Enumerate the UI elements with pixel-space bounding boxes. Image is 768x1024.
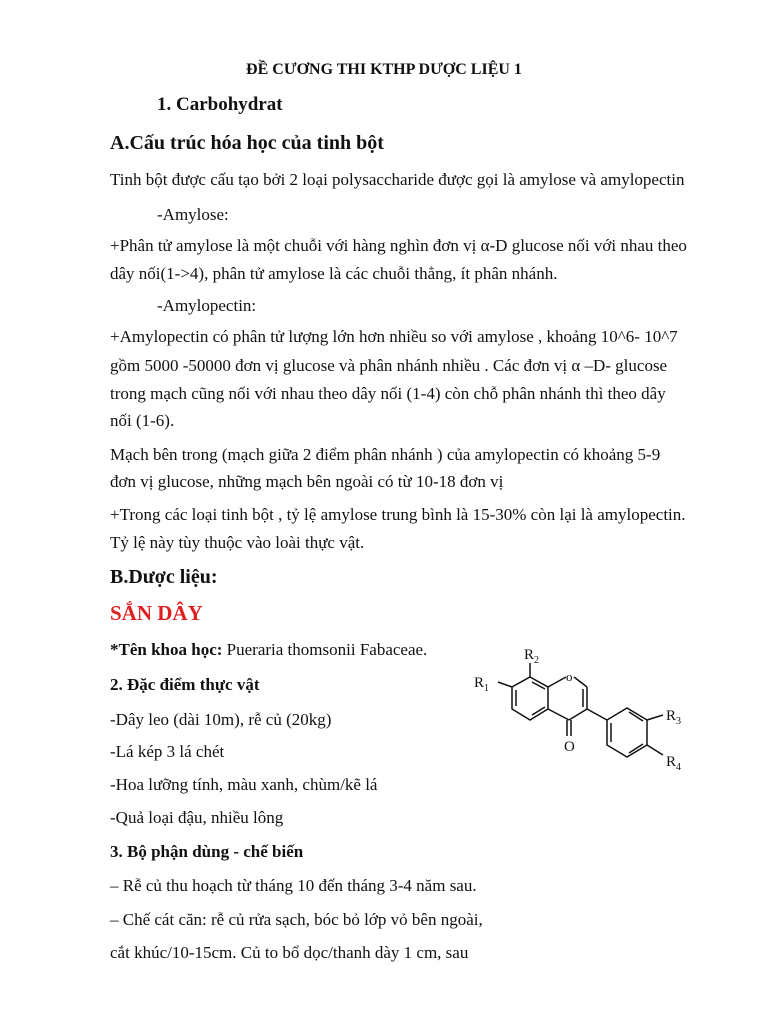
chain-line: Mạch bên trong (mạch giữa 2 điểm phân nhánh ) của amylopectin có khoảng 5-9 [110,445,661,464]
scientific-name-label: *Tên khoa học: [110,640,223,659]
r2-label: $R_2$ [524,647,540,666]
intro-paragraph: Tinh bột được cấu tạo bởi 2 loại polysaccharide được gọi là amylose và amylopectin [110,170,685,189]
amylose-line: dây nối(1->4), phân tử amylose là các chuỗi thẳng, ít phân nhánh. [110,264,558,283]
plant-item: -Lá kép 3 lá chét [110,742,225,761]
part-line: cắt khúc/10-15cm. Củ to bổ dọc/thanh dày 1 cm, sau [110,943,469,962]
amylopectin-line: nối (1-6). [110,411,175,430]
r3-label: $R_3$ [666,708,682,727]
carbonyl-oxygen-label: O [564,739,575,755]
amylose-line: +Phân tử amylose là một chuỗi với hàng nghìn đơn vị α-D glucose nối với nhau theo [110,236,687,255]
subsection-heading-b: B.Dược liệu: [110,566,218,588]
chain-line: đơn vị glucose, những mạch bên ngoài có từ 10-18 đơn vị [110,472,504,491]
ratio-line: Tỷ lệ này tùy thuộc vào loài thực vật. [110,533,365,552]
plant-heading: 2. Đặc điểm thực vật [110,675,260,694]
plant-item: -Dây leo (dài 10m), rễ củ (20kg) [110,710,332,729]
amylopectin-line: +Amylopectin có phân tử lượng lớn hơn nhiều so với amylose , khoảng 10^6- 10^7 [110,327,678,346]
subsection-heading-a: A.Cấu trúc hóa học của tinh bột [110,132,384,154]
amylopectin-line: gồm 5000 -50000 đơn vị glucose và phân nhánh nhiều . Các đơn vị α –D- glucose [110,356,668,375]
amylopectin-line: trong mạch cũng nối với nhau theo dây nối (1-4) còn chỗ phân nhánh thì theo dây [110,384,666,403]
ring-oxygen-label: o [566,669,573,684]
r1-label: $R_1$ [474,675,490,694]
isoflavone-structure-figure [470,645,720,775]
herb-name: SẮN DÂY [110,601,203,625]
amylopectin-label: -Amylopectin: [157,296,257,315]
part-line: – Chế cát căn: rễ củ rửa sạch, bóc bỏ lớp vỏ bên ngoài, [110,910,483,929]
part-heading: 3. Bộ phận dùng - chế biến [110,842,304,861]
r4-label: $R_4$ [666,754,682,773]
scientific-name-value: Pueraria thomsonii Fabaceae. [222,640,428,659]
scientific-name [110,640,427,660]
document-title: ĐỀ CƯƠNG THI KTHP DƯỢC LIỆU 1 [246,61,522,78]
section-heading: 1. Carbohydrat [157,94,283,115]
plant-item: -Hoa lưỡng tính, màu xanh, chùm/kẽ lá [110,775,378,794]
amylose-label: -Amylose: [157,205,229,224]
part-line: – Rễ củ thu hoạch từ tháng 10 đến tháng 3-4 năm sau. [110,876,477,895]
plant-item: -Quả loại đậu, nhiều lông [110,808,284,827]
ratio-line: +Trong các loại tinh bột , tỷ lệ amylose trung bình là 15-30% còn lại là amylopectin. [110,505,686,524]
